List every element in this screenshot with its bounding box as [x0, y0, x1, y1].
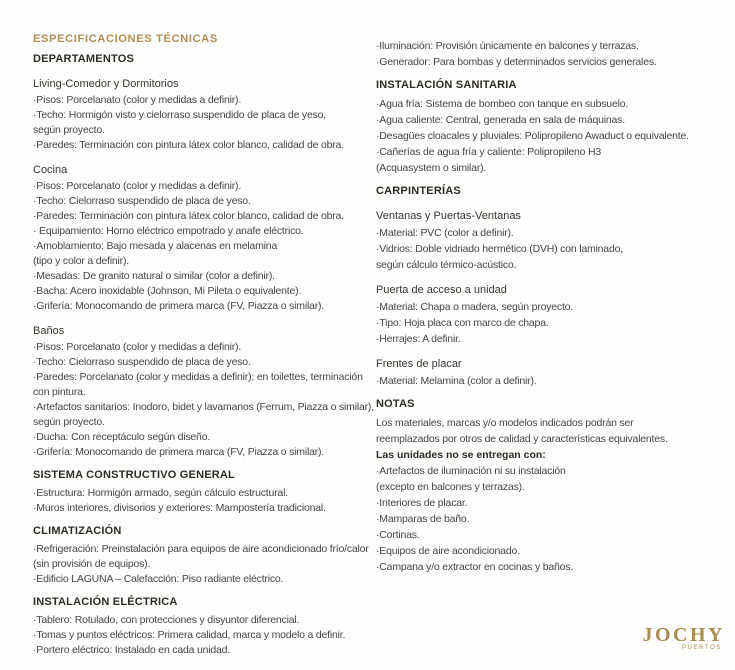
spec-line: ·Tomas y puntos eléctricos: Primera calidad, marca y modelo a definir.: [33, 629, 346, 641]
spec-line: ·Amoblamiento: Bajo mesada y alacenas en melamina: [33, 240, 278, 252]
left-column: [33, 52, 376, 658]
spec-line: ·Grifería: Monocomando de primera marca (FV, Piazza o similar).: [33, 300, 325, 312]
spec-line: ·Material: PVC (color a definir).: [376, 227, 514, 239]
spec-line: ·Portero eléctrico: Instalado en cada unidad.: [33, 644, 231, 656]
section-heading-sistema-constructivo: SISTEMA CONSTRUCTIVO GENERAL: [33, 469, 235, 481]
spec-line: · Equipamiento: Horno eléctrico empotrado y anafe eléctrico.: [33, 225, 304, 237]
group-ventanas-puertas-ventanas: [376, 209, 727, 273]
spec-line: ·Ducha: Con receptáculo según diseño.: [33, 431, 211, 443]
spec-line: ·Edificio LAGUNA – Calefacción: Piso radiante eléctrico.: [33, 573, 284, 585]
section-carpinterias: [376, 184, 727, 389]
spec-line: ·Tablero: Rotulado, con protecciones y disyuntor diferencial.: [33, 614, 300, 626]
spec-line: ·Cortinas.: [376, 529, 420, 541]
spec-line: ·Pisos: Porcelanato (color y medidas a definir).: [33, 94, 242, 106]
spec-line: ·Paredes: Terminación con pintura látex color blanco, calidad de obra.: [33, 210, 344, 222]
section-instalacion-electrica: [33, 595, 376, 658]
section-heading-departamentos: DEPARTAMENTOS: [33, 53, 134, 65]
section-heading-notas: NOTAS: [376, 398, 415, 410]
spec-line: (excepto en balcones y terrazas).: [376, 481, 525, 493]
right-column: [376, 38, 727, 575]
spec-line: ·Mamparas de baño.: [376, 513, 470, 525]
spec-line: ·Refrigeración: Preinstalación para equipos de aire acondicionado frío/calor: [33, 543, 369, 555]
subsection-heading-cocina: Cocina: [33, 164, 68, 176]
spec-line: ·Estructura: Hormigón armado, según cálculo estructural.: [33, 487, 288, 499]
spec-line: ·Artefactos sanitarios: Inodoro, bidet y lavamanos (Ferrum, Piazza o similar),: [33, 401, 374, 413]
spec-line: ·Artefactos de iluminación ni su instalación: [376, 465, 566, 477]
spec-line: ·Muros interiores, divisorios y exteriores: Mampostería tradicional.: [33, 502, 326, 514]
section-electrica-continuacion: [376, 38, 727, 70]
spec-line: ·Material: Melamina (color a definir).: [376, 375, 537, 387]
subsection-heading-puerta-acceso-unidad: Puerta de acceso a unidad: [376, 284, 507, 296]
section-instalacion-sanitaria: [376, 78, 727, 176]
spec-line: ·Interiores de placar.: [376, 497, 468, 509]
spec-line: reemplazados por otros de calidad y características equivalentes.: [376, 433, 668, 445]
spec-line: según proyecto.: [33, 416, 105, 428]
spec-line: según cálculo térmico-acústico.: [376, 259, 517, 271]
spec-line: (sin provisión de equipos).: [33, 558, 151, 570]
spec-line: ·Techo: Hormigón visto y cielorraso suspendido de placa de yeso,: [33, 109, 327, 121]
spec-line: (Acquasystem o similar).: [376, 162, 487, 174]
group-banos: [33, 324, 376, 460]
subsection-heading-banos: Baños: [33, 325, 65, 337]
section-notas: [376, 397, 727, 575]
spec-line: ·Desagües cloacales y pluviales: Polipropileno Awaduct o equivalente.: [376, 130, 689, 142]
brand-tagline: PUERTOS: [682, 645, 722, 651]
spec-line: (tipo y color a definir).: [33, 255, 129, 267]
spec-line: ·Paredes: Terminación con pintura látex color blanco, calidad de obra.: [33, 139, 344, 151]
spec-line: ·Equipos de aire acondicionado.: [376, 545, 520, 557]
page-title: ESPECIFICACIONES TÉCNICAS: [33, 33, 218, 46]
spec-line: ·Cañerías de agua fría y caliente: Polipropileno H3: [376, 146, 602, 158]
group-cocina: [33, 163, 376, 314]
group-puerta-acceso-unidad: [376, 283, 727, 347]
spec-line: ·Techo: Cielorraso suspendido de placa de yeso.: [33, 195, 251, 207]
spec-line: Los materiales, marcas y/o modelos indicados podrán ser: [376, 417, 634, 429]
spec-line: ·Techo: Cielorraso suspendido de placa de yeso.: [33, 356, 251, 368]
group-frentes-placar: [376, 357, 727, 389]
spec-line: ·Iluminación: Provisión únicamente en balcones y terrazas.: [376, 40, 639, 52]
spec-line: ·Campana y/o extractor en cocinas y baños.: [376, 561, 574, 573]
spec-line: con pintura.: [33, 386, 86, 398]
group-living-comedor-dormitorios: [33, 77, 376, 153]
spec-line: ·Generador: Para bombas y determinados servicios generales.: [376, 56, 657, 68]
spec-line: ·Paredes: Porcelanato (color y medidas a definir); en toilettes, terminación: [33, 371, 363, 383]
spec-line: ·Agua fría: Sistema de bombeo con tanque en subsuelo.: [376, 98, 629, 110]
brand-wordmark: JOCHY: [642, 624, 725, 646]
spec-line: ·Grifería: Monocomando de primera marca (FV, Piazza o similar).: [33, 446, 325, 458]
section-departamentos: [33, 52, 376, 460]
spec-line: según proyecto.: [33, 124, 105, 136]
subsection-heading-ventanas-puertas-ventanas: Ventanas y Puertas-Ventanas: [376, 210, 521, 222]
spec-line: Las unidades no se entregan con:: [376, 449, 546, 461]
brand-logo: [643, 624, 726, 651]
section-heading-climatizacion: CLIMATIZACIÓN: [33, 525, 122, 537]
spec-line: ·Herrajes: A definir.: [376, 333, 461, 345]
spec-line: ·Vidrios: Doble vidriado hermético (DVH) con laminado,: [376, 243, 623, 255]
section-sistema-constructivo: [33, 468, 376, 516]
subsection-heading-living-comedor-dormitorios: Living-Comedor y Dormitorios: [33, 78, 179, 90]
spec-line: ·Tipo: Hoja placa con marco de chapa.: [376, 317, 549, 329]
section-heading-instalacion-electrica: INSTALACIÓN ELÉCTRICA: [33, 596, 178, 608]
spec-line: ·Mesadas: De granito natural o similar (color a definir).: [33, 270, 275, 282]
spec-line: ·Bacha: Acero inoxidable (Johnson, Mi Pileta o equivalente).: [33, 285, 302, 297]
spec-line: ·Material: Chapa o madera, según proyecto.: [376, 301, 574, 313]
spec-line: ·Pisos: Porcelanato (color y medidas a definir).: [33, 341, 242, 353]
spec-line: ·Agua caliente: Central, generada en sala de máquinas.: [376, 114, 625, 126]
section-heading-instalacion-sanitaria: INSTALACIÓN SANITARIA: [376, 79, 517, 91]
subsection-heading-frentes-placar: Frentes de placar: [376, 358, 462, 370]
spec-line: ·Pisos: Porcelanato (color y medidas a definir).: [33, 180, 242, 192]
section-climatizacion: [33, 524, 376, 587]
section-heading-carpinterias: CARPINTERÍAS: [376, 185, 461, 197]
